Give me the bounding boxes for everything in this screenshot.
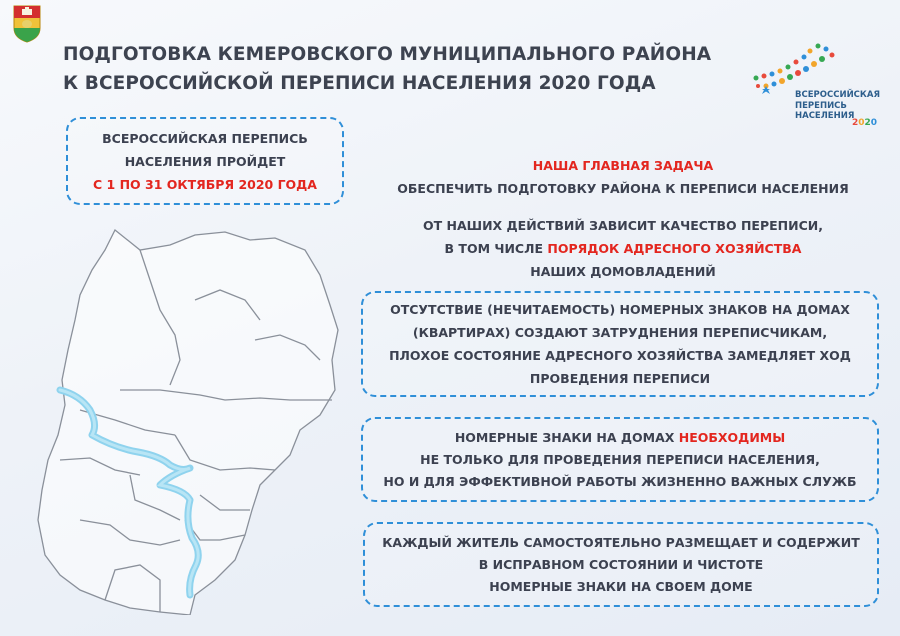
logo-year-digit: 0 [870,118,878,128]
depends-line-2 [368,237,878,260]
missing-signs-box [361,291,879,397]
logo-year-digit: 2 [852,118,859,128]
census-box-line-1: ВСЕРОССИЙСКАЯ ПЕРЕПИСЬ [102,130,308,146]
box2-line-1 [363,427,877,449]
district-map [20,220,380,615]
district-emblem-icon [12,4,42,44]
census-logo-year [852,118,877,128]
depends-line-3: НАШИХ ДОМОВЛАДЕНИЙ [530,264,716,279]
depends-line-1: ОТ НАШИХ ДЕЙСТВИЙ ЗАВИСИТ КАЧЕСТВО ПЕРЕПИСИ, [423,218,823,233]
logo-year-digit: 2 [864,118,871,128]
logo-line-3: НАСЕЛЕНИЯ [795,111,855,121]
census-dates: С 1 ПО 31 ОКТЯБРЯ 2020 ГОДА [93,176,317,192]
census-date-box [66,117,344,205]
box2-line-2: НЕ ТОЛЬКО ДЛЯ ПРОВЕДЕНИЯ ПЕРЕПИСИ НАСЕЛЕНИЯ, [420,451,820,467]
box1-line-3: ПЛОХОЕ СОСТОЯНИЕ АДРЕСНОГО ХОЗЯЙСТВА ЗАМЕДЛЯЕТ ХОД [389,348,851,363]
logo-line-2: ПЕРЕПИСЬ [795,100,847,111]
main-task-heading: НАША ГЛАВНАЯ ЗАДАЧА [532,158,714,173]
box1-line-1: ОТСУТСТВИЕ (НЕЧИТАЕМОСТЬ) НОМЕРНЫХ ЗНАКОВ НА ДОМАХ [390,302,850,317]
page-title [63,40,743,98]
depends-line-2-prefix: В ТОМ ЧИСЛЕ [444,241,548,256]
box2-line-1-prefix: НОМЕРНЫЕ ЗНАКИ НА ДОМАХ [454,429,679,445]
title-line-2: К ВСЕРОССИЙСКОЙ ПЕРЕПИСИ НАСЕЛЕНИЯ 2020 ГОДА [63,73,656,94]
logo-year-digit: 0 [858,118,865,128]
box3-line-1: КАЖДЫЙ ЖИТЕЛЬ САМОСТОЯТЕЛЬНО РАЗМЕЩАЕТ И СОДЕРЖИТ [382,534,860,550]
depends-statement [368,214,878,283]
box1-line-2: (КВАРТИРАХ) СОЗДАЮТ ЗАТРУДНЕНИЯ ПЕРЕПИСЧИКАМ, [412,325,828,340]
title-line-1: ПОДГОТОВКА КЕМЕРОВСКОГО МУНИЦИПАЛЬНОГО РАЙОНА [63,44,712,65]
signs-necessary-box [361,417,879,502]
box1-line-4: ПРОВЕДЕНИЯ ПЕРЕПИСИ [529,371,711,386]
district-outline [38,230,338,615]
resident-duty-box [363,522,879,607]
box2-highlight: НЕОБХОДИМЫ [678,429,786,445]
box3-line-3: НОМЕРНЫЕ ЗНАКИ НА СВОЕМ ДОМЕ [489,578,753,594]
logo-line-1: ВСЕРОССИЙСКАЯ [795,90,880,100]
census-logo-text [795,90,885,122]
depends-highlight: ПОРЯДОК АДРЕСНОГО ХОЗЯЙСТВА [547,241,802,256]
box3-line-2: В ИСПРАВНОМ СОСТОЯНИИ И ЧИСТОТЕ [478,556,764,572]
box2-line-3: НО И ДЛЯ ЭФФЕКТИВНОЙ РАБОТЫ ЖИЗНЕННО ВАЖНЫХ СЛУЖБ [383,473,857,489]
census-box-line-2: НАСЕЛЕНИЯ ПРОЙДЕТ [124,153,286,169]
main-task [368,154,878,200]
main-task-text: ОБЕСПЕЧИТЬ ПОДГОТОВКУ РАЙОНА К ПЕРЕПИСИ НАСЕЛЕНИЯ [397,181,849,196]
